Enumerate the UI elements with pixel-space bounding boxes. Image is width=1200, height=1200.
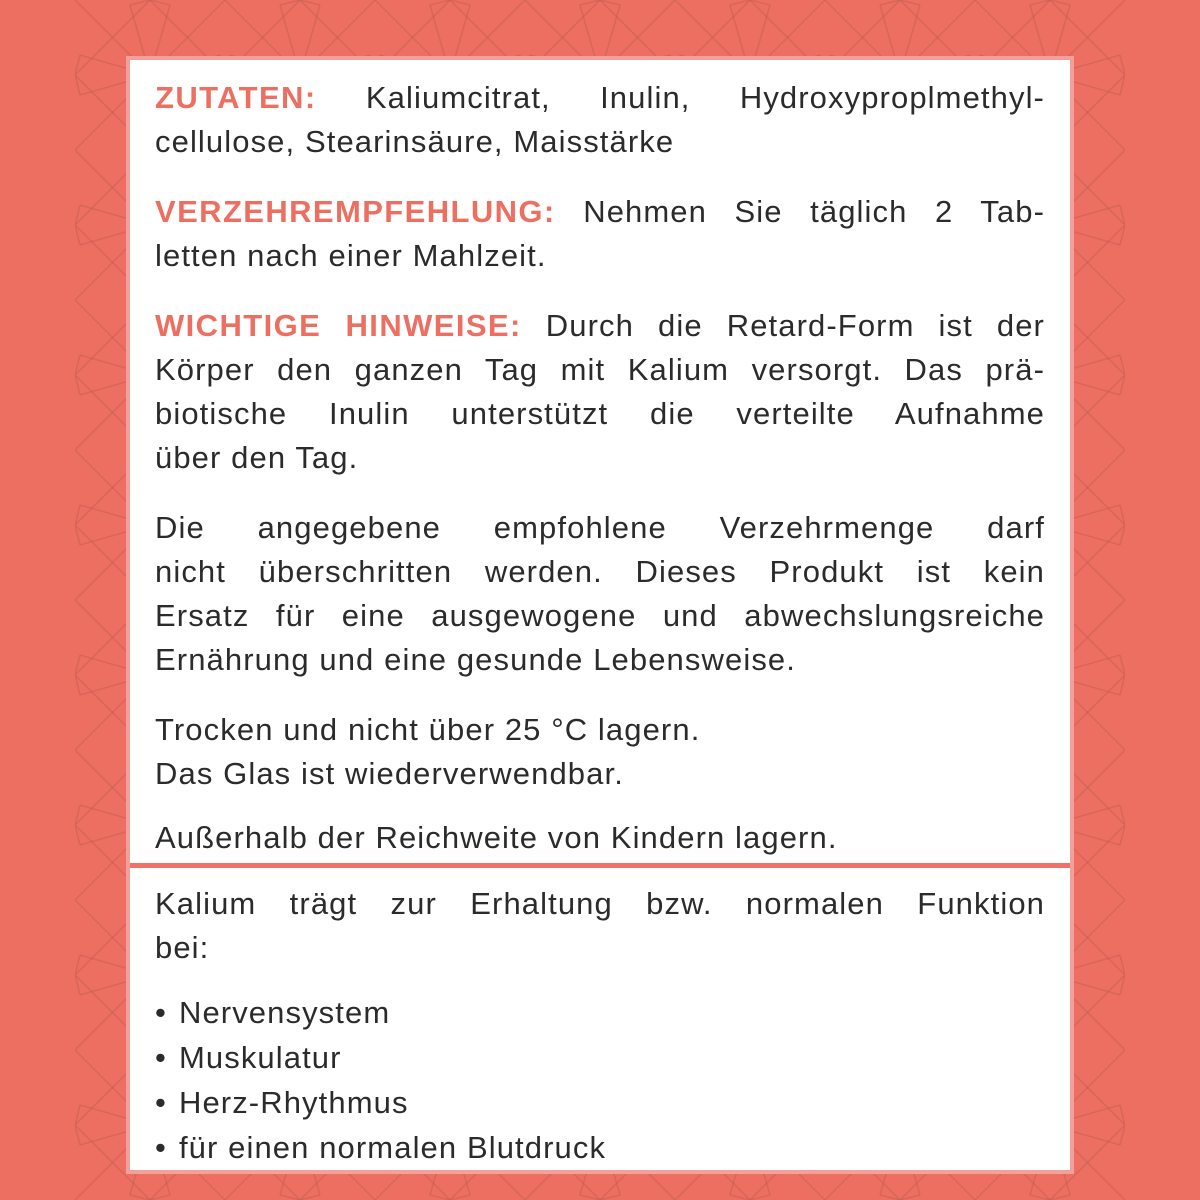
text-line (155, 304, 1045, 348)
text-line: über den Tag. (155, 440, 359, 475)
list-item-label: Nervensystem (178, 995, 391, 1030)
list-item-label: Herz-Rhythmus (178, 1085, 409, 1120)
text-line: Körper den ganzen Tag mit Kalium versorgt. Das prä- (155, 352, 1045, 387)
text-line: Außerhalb der Reichweite von Kindern lagern. (155, 820, 838, 855)
text-line: Ersatz für eine ausgewogene und abwechslungsreiche (155, 598, 1045, 633)
benefits-intro-line: bei: (155, 930, 210, 965)
text-line (155, 190, 1045, 234)
benefits-section (130, 868, 1070, 1170)
list-item-label: Muskulatur (178, 1040, 342, 1075)
storage-paragraph (155, 708, 1045, 796)
list-item (155, 990, 1045, 1035)
text-line: cellulose, Stearinsäure, Maisstärke (155, 124, 675, 159)
dosage-paragraph (155, 190, 1045, 278)
important-notes-paragraph (155, 304, 1045, 480)
text-line: Das Glas ist wiederverwendbar. (155, 756, 624, 791)
text-line (155, 76, 1045, 120)
bullet-icon: • (155, 1130, 167, 1165)
bullet-icon: • (155, 1040, 167, 1075)
benefits-list (155, 990, 1045, 1170)
text-line: nicht überschritten werden. Dieses Produkt ist kein (155, 554, 1045, 589)
ingredients-text: Kaliumcitrat, Inulin, Hydroxyproplmethyl- (365, 80, 1045, 115)
dosage-text: Nehmen Sie täglich 2 Tab- (583, 194, 1046, 229)
disclaimer-paragraph (155, 506, 1045, 682)
children-warning-paragraph (155, 816, 1045, 860)
bullet-icon: • (155, 1085, 167, 1120)
text-line: Die angegebene empfohlene Verzehrmenge darf (155, 510, 1045, 545)
text-line: letten nach einer Mahlzeit. (155, 238, 547, 273)
bullet-icon: • (155, 995, 167, 1030)
ingredients-paragraph (155, 76, 1045, 164)
list-item (155, 1125, 1045, 1170)
list-item-label: für einen normalen Blutdruck (178, 1130, 607, 1165)
benefits-intro-line: Kalium trägt zur Erhaltung bzw. normalen Funktion (155, 886, 1045, 921)
text-line: Ernährung und eine gesunde Lebensweise. (155, 642, 796, 677)
ingredients-heading: ZUTATEN: (155, 80, 317, 115)
label-card (130, 60, 1070, 1170)
text-line: Trocken und nicht über 25 °C lagern. (155, 712, 701, 747)
list-item (155, 1080, 1045, 1125)
important-notes-text: Durch die Retard-Form ist der (545, 308, 1045, 343)
important-notes-heading: WICHTIGE HINWEISE: (155, 308, 522, 343)
text-line: biotische Inulin unterstützt die verteilte Aufnahme (155, 396, 1045, 431)
dosage-heading: VERZEHREMPFEHLUNG: (155, 194, 556, 229)
list-item (155, 1035, 1045, 1080)
usage-section (130, 60, 1070, 863)
